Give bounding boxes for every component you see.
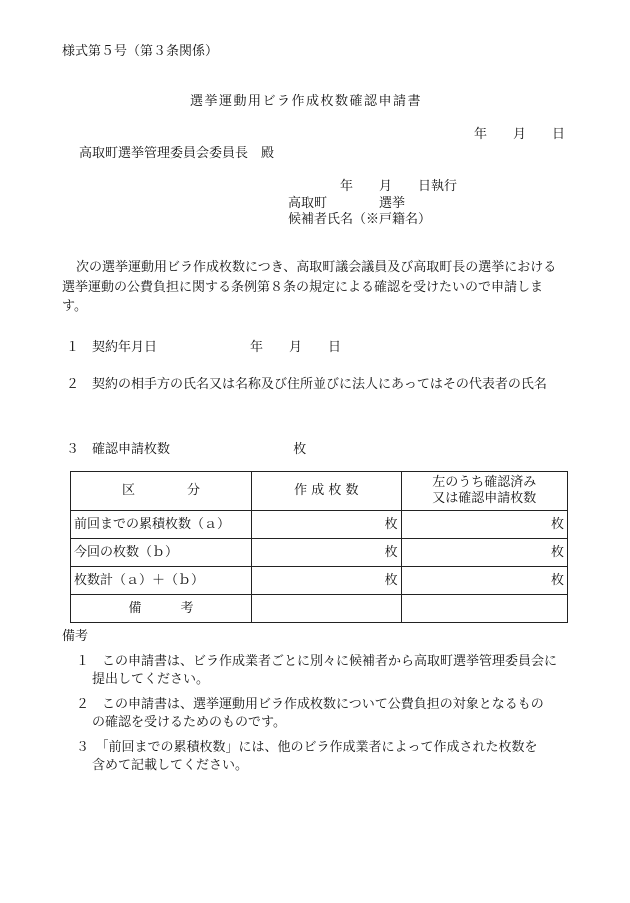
row-label: 今回の枚数（ｂ） [71,539,252,567]
row-created-unit: 枚 [251,539,401,567]
item1-date: 年 月 日 [250,340,342,355]
row-label: 前回までの累積枚数（ａ） [71,511,252,539]
note-line: ３ 「前回までの累積枚数」には、他のビラ作成業者によって作成された枚数を [76,740,538,755]
note-line: １ この申請書は、ビラ作成業者ごとに別々に候補者から高取町選挙管理委員会に [76,654,558,669]
remarks-cell-confirmed [401,595,567,623]
row-confirmed-unit: 枚 [401,511,567,539]
header-created-count: 作 成 枚 数 [251,472,401,511]
header-category: 区 分 [71,472,252,511]
item3-label-text: ３ 確認申請枚数 [66,442,171,457]
item3-unit: 枚 [293,442,307,457]
form-number: 様式第５号（第３条関係） [62,44,219,59]
addressee: 高取町選挙管理委員会委員長 殿 [79,146,275,161]
submission-date: 年 月 日 [474,127,566,142]
item1-label: １ 契約年月日 [66,340,158,355]
body-text-line3: す。 [62,299,87,314]
row-confirmed-unit: 枚 [401,567,567,595]
item2-label: ２ 契約の相手方の氏名又は名称及び住所並びに法人にあってはその代表者の氏名 [66,377,547,392]
document-title: 選挙運動用ビラ作成枚数確認申請書 [190,94,423,109]
row-created-unit: 枚 [251,567,401,595]
table-remarks-row [71,595,568,623]
header-confirmed-line1: 左のうち確認済み [432,475,537,490]
body-text-line2: 選挙運動の公費負担に関する条例第８条の規定による確認を受けたいので申請しま [62,280,544,295]
table-row [71,511,568,539]
note-line: 提出してください。 [92,672,210,687]
sheet-count-table [70,471,568,623]
table-row [71,567,568,595]
row-created-unit: 枚 [251,511,401,539]
remarks-cell-created [251,595,401,623]
note-line: の確認を受けるためのものです。 [92,715,286,730]
notes-heading: 備考 [62,629,89,644]
header-confirmed-line2: 又は確認申請枚数 [432,491,537,506]
election-date: 年 月 日執行 [340,179,458,194]
note-line: 含めて記載してください。 [92,758,249,773]
row-label: 枚数計（ａ）＋（ｂ） [71,567,252,595]
row-confirmed-unit: 枚 [401,539,567,567]
candidate-name-label: 候補者氏名（※戸籍名） [288,212,432,227]
item3-label [66,442,306,458]
body-text-line1: 次の選挙運動用ビラ作成枚数につき、高取町議会議員及び高取町長の選挙における [76,260,557,275]
table-header-row [71,472,568,511]
remarks-label: 備 考 [71,595,252,623]
header-confirmed-count [401,472,567,511]
election-name: 高取町 選挙 [288,196,406,211]
table-row [71,539,568,567]
note-line: ２ この申請書は、選挙運動用ビラ作成枚数について公費負担の対象となるもの [76,697,544,712]
